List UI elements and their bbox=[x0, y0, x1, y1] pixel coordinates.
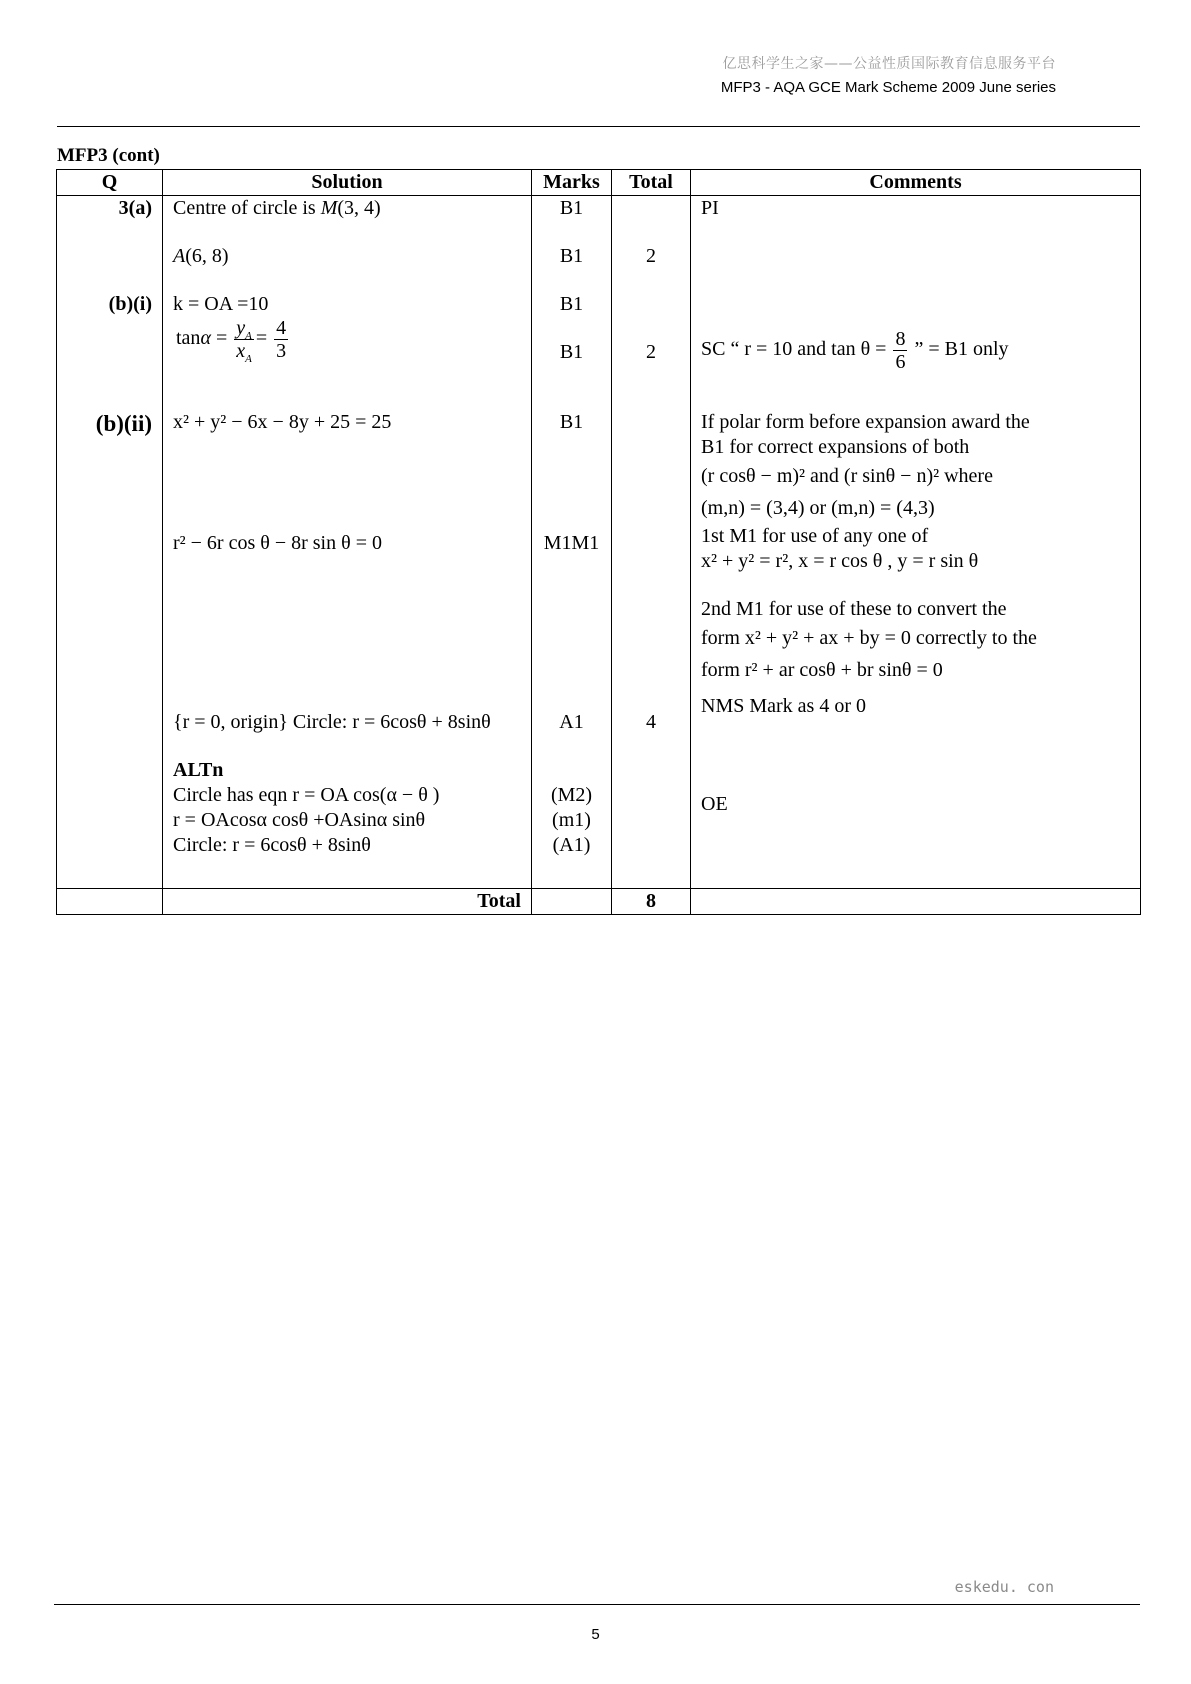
mark-b1-centre: B1 bbox=[559, 197, 584, 219]
column-header-solution: Solution bbox=[163, 170, 532, 196]
sc-num: 8 bbox=[895, 328, 906, 350]
mark-scheme-table bbox=[56, 169, 1141, 915]
solution-cartesian: x² + y² − 6x − 8y + 25 = 25 bbox=[173, 411, 392, 433]
fraction-ya-xa bbox=[234, 317, 254, 365]
solution-centre bbox=[173, 196, 521, 221]
comment-sc bbox=[701, 328, 1130, 376]
centre-m: M bbox=[320, 197, 338, 219]
comment-m1-1: 1st M1 for use of any one of bbox=[701, 525, 929, 547]
solution-altn: ALTn bbox=[173, 759, 224, 781]
comment-nms: NMS Mark as 4 or 0 bbox=[701, 695, 866, 717]
total-part-a: 2 bbox=[646, 245, 656, 267]
mark-a1: A1 bbox=[559, 711, 584, 733]
mark-m1-alt: (m1) bbox=[552, 809, 591, 831]
centre-text: Centre of circle is bbox=[173, 197, 321, 219]
site-header-line: 亿思科学生之家——公益性质国际教育信息服务平台 bbox=[722, 56, 1056, 72]
sc-suffix: ” = B1 only bbox=[909, 338, 1009, 361]
sc-fraction bbox=[893, 328, 907, 373]
document-header-line: MFP3 - AQA GCE Mark Scheme 2009 June series bbox=[720, 79, 1056, 96]
solution-column bbox=[163, 196, 532, 889]
comment-pi: PI bbox=[701, 197, 719, 219]
q-label-3a: 3(a) bbox=[118, 197, 152, 219]
frac-four: 4 bbox=[276, 317, 287, 339]
footer-total-value: 8 bbox=[612, 889, 691, 915]
marks-column bbox=[532, 196, 612, 889]
solution-alt-line3: Circle: r = 6cosθ + 8sinθ bbox=[173, 834, 371, 856]
total-part-bii: 4 bbox=[646, 711, 656, 733]
watermark-text: eskedu. con bbox=[954, 1578, 1054, 1596]
q-label-bii: (b)(ii) bbox=[95, 411, 152, 436]
header-rule bbox=[57, 126, 1140, 127]
comment-polar-1: If polar form before expansion award the bbox=[701, 411, 1030, 433]
page-number: 5 bbox=[591, 1626, 600, 1643]
column-header-comments: Comments bbox=[691, 170, 1141, 196]
fraction-four-thirds bbox=[274, 317, 288, 362]
comment-polar-2: B1 for correct expansions of both bbox=[701, 436, 970, 458]
mark-b1-tan: B1 bbox=[559, 341, 584, 363]
column-header-marks: Marks bbox=[532, 170, 612, 196]
frac-three: 3 bbox=[276, 340, 287, 362]
total-column bbox=[612, 196, 691, 889]
total-part-bi: 2 bbox=[646, 341, 656, 363]
sc-prefix: SC “ r = 10 and tan θ = bbox=[701, 338, 892, 361]
comment-polar-3: (r cosθ − m)² and (r sinθ − n)² where bbox=[701, 465, 993, 487]
frac-ya-sub: A bbox=[245, 330, 252, 342]
comment-polar-4: (m,n) = (3,4) or (m,n) = (4,3) bbox=[701, 497, 935, 519]
footer-rule bbox=[54, 1604, 1140, 1605]
mark-a1-alt: (A1) bbox=[552, 834, 591, 856]
comment-m2-2: form x² + y² + ax + by = 0 correctly to the bbox=[701, 627, 1037, 649]
footer-q-cell bbox=[57, 889, 163, 915]
centre-coords: (3, 4) bbox=[337, 197, 381, 219]
solution-alt-line1: Circle has eqn r = OA cos(α − θ ) bbox=[173, 784, 440, 806]
column-header-q: Q bbox=[57, 170, 163, 196]
frac-ya: y bbox=[236, 317, 246, 339]
solution-origin-circle: {r = 0, origin} Circle: r = 6cosθ + 8sinθ bbox=[173, 711, 491, 733]
frac-xa: x bbox=[236, 340, 246, 362]
column-header-total: Total bbox=[612, 170, 691, 196]
sc-den: 6 bbox=[895, 351, 906, 373]
solution-k: k = OA =10 bbox=[173, 293, 269, 315]
comments-column bbox=[691, 196, 1141, 889]
solution-alt-line2: r = OAcosα cosθ +OAsinα sinθ bbox=[173, 809, 426, 831]
comment-m2-3: form r² + ar cosθ + br sinθ = 0 bbox=[701, 659, 943, 681]
tan-prefix: tan bbox=[176, 327, 201, 350]
comment-m1-2: x² + y² = r², x = r cos θ , y = r sin θ bbox=[701, 550, 979, 572]
footer-total-label: Total bbox=[163, 889, 532, 915]
question-column bbox=[57, 196, 163, 889]
solution-polar: r² − 6r cos θ − 8r sin θ = 0 bbox=[173, 532, 382, 554]
footer-marks-cell bbox=[532, 889, 612, 915]
mark-b1-point: B1 bbox=[559, 245, 584, 267]
section-title: MFP3 (cont) bbox=[57, 145, 160, 166]
comment-oe: OE bbox=[701, 793, 728, 815]
solution-tan-alpha: tanα = $\frac{y_A}{x_A}$ = $\frac{4}{3}$ bbox=[176, 317, 287, 365]
mark-b1-cartesian: B1 bbox=[559, 411, 584, 433]
mark-m1m1: M1M1 bbox=[543, 532, 600, 554]
comment-m2-1: 2nd M1 for use of these to convert the bbox=[701, 598, 1007, 620]
mark-b1-k: B1 bbox=[559, 293, 584, 315]
q-label-bi: (b)(i) bbox=[108, 293, 152, 315]
table-total-row bbox=[57, 889, 1141, 915]
footer-comments-cell bbox=[691, 889, 1141, 915]
table-body-row bbox=[57, 196, 1141, 889]
point-a-letter: A bbox=[173, 245, 186, 267]
mark-m2-alt: (M2) bbox=[550, 784, 593, 806]
solution-point-a bbox=[173, 244, 521, 269]
frac-xa-sub: A bbox=[245, 353, 252, 365]
table-header-row bbox=[57, 170, 1141, 196]
point-a-coords: (6, 8) bbox=[185, 245, 229, 267]
